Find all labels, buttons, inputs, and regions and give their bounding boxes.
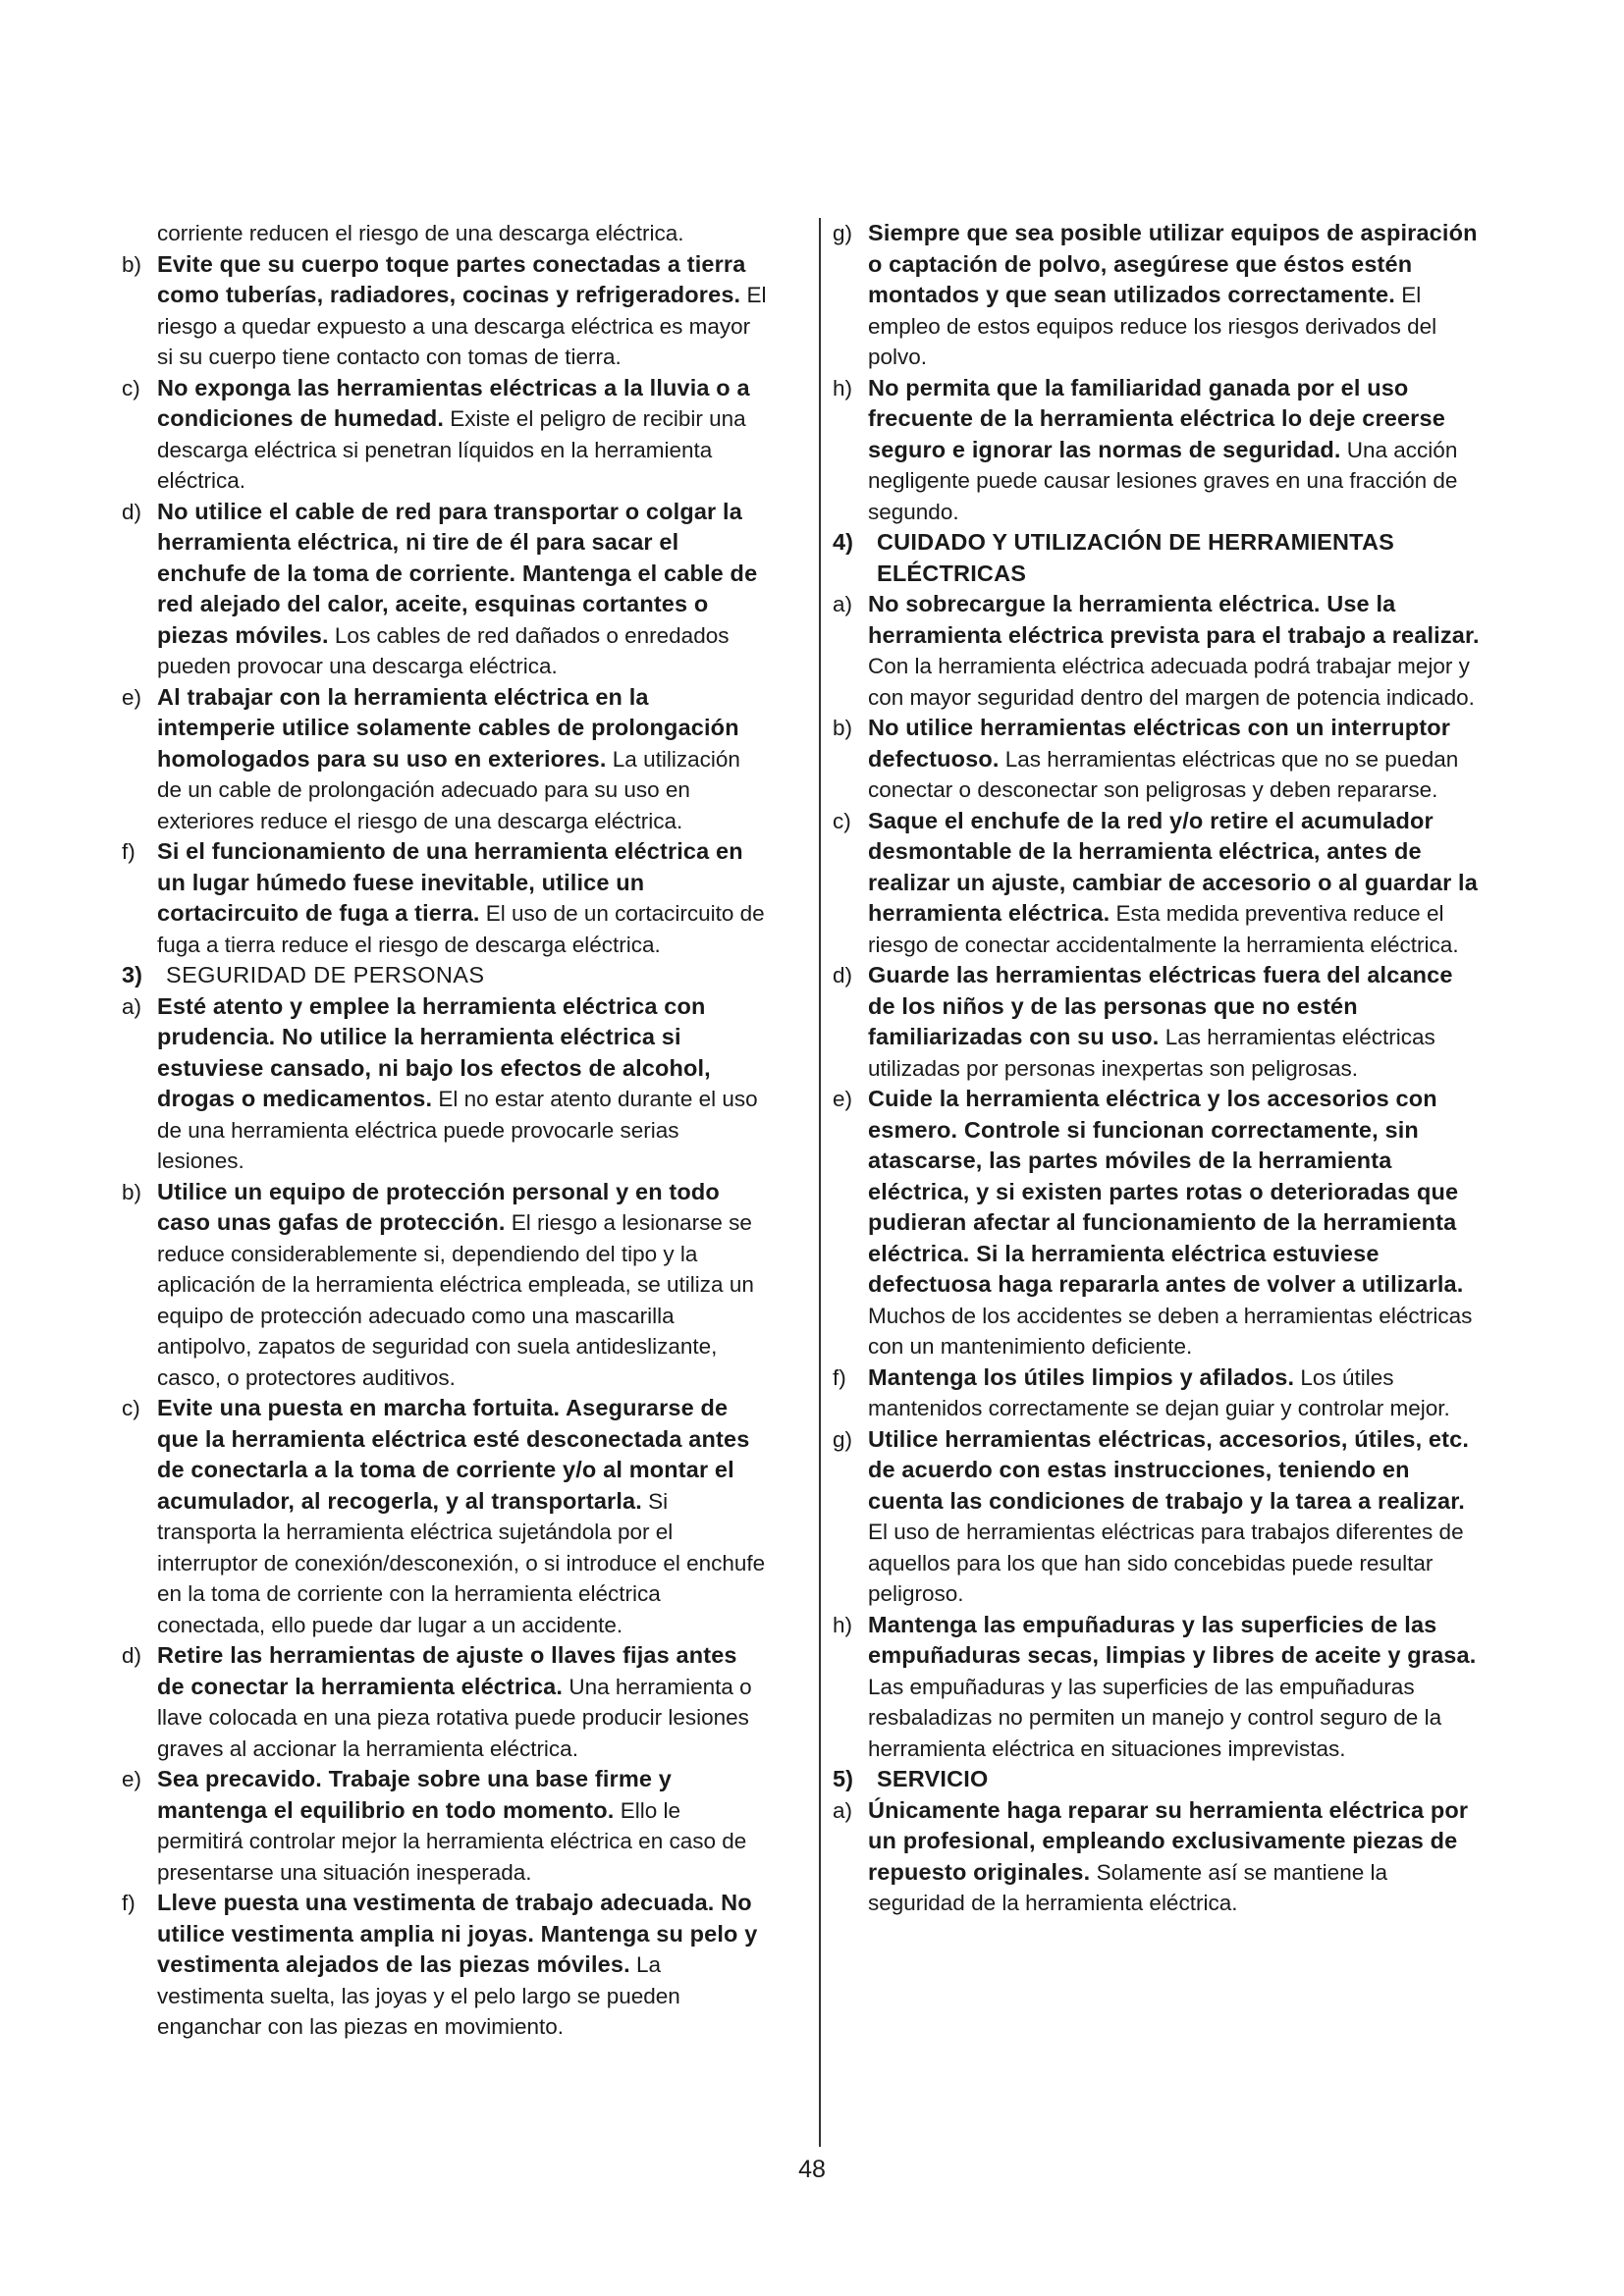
continuation-text: corriente reducen el riesgo de una descarga eléctrica.	[157, 221, 684, 245]
item-marker: d)	[122, 499, 142, 524]
item-body	[868, 1424, 1481, 1610]
item-explanation: La vestimenta suelta, las joyas y el pelo largo se pueden enganchar con las piezas en movimiento.	[157, 1952, 680, 2039]
item-body	[157, 991, 770, 1177]
section-number: 5)	[833, 1766, 853, 1791]
item-body	[868, 1795, 1481, 1919]
item-body	[868, 1362, 1481, 1424]
section-heading	[122, 960, 770, 991]
item-instruction: Sea precavido. Trabaje sobre una base firme y mantenga el equilibrio en todo momento.	[157, 1766, 672, 1823]
item-instruction: No exponga las herramientas eléctricas a la lluvia o a condiciones de humedad.	[157, 374, 750, 431]
item-instruction: Evite que su cuerpo toque partes conectadas a tierra como tuberías, radiadores, cocinas y refrigeradores.	[157, 250, 746, 307]
item-explanation: Las empuñaduras y las superficies de las empuñaduras resbaladizas no permiten un manejo y control seguro de la herramienta eléctrica en situaciones imprevistas.	[868, 1674, 1442, 1761]
safety-instruction	[833, 1610, 1481, 1765]
item-marker: h)	[833, 1612, 853, 1637]
item-instruction: No permita que la familiaridad ganada por el uso frecuente de la herramienta eléctrica lo deje creerse seguro e ignorar las normas de seguridad.	[868, 374, 1445, 462]
item-body	[157, 682, 770, 837]
item-marker: f)	[833, 1364, 846, 1390]
item-instruction: Guarde las herramientas eléctricas fuera del alcance de los niños y de las personas que no estén familiarizadas con su uso.	[868, 962, 1453, 1049]
item-body	[868, 806, 1481, 961]
item-explanation: Solamente así se mantiene la seguridad de la herramienta eléctrica.	[868, 1859, 1387, 1915]
item-body	[868, 1610, 1481, 1765]
item-explanation: Si transporta la herramienta eléctrica sujetándola por el interruptor de conexión/desconexión, o si introduce el enchufe en la toma de corriente con la herramienta eléctrica conectada, ello puede dar lugar a un accidente.	[157, 1488, 766, 1637]
left-column	[122, 218, 770, 2043]
item-marker: a)	[122, 993, 142, 1019]
item-instruction: No utilice herramientas eléctricas con un interruptor defectuoso.	[868, 715, 1450, 772]
safety-instruction	[122, 497, 770, 682]
safety-instruction	[833, 960, 1481, 1084]
item-instruction: Cuide la herramienta eléctrica y los accesorios con esmero. Controle si funcionan correctamente, sin atascarse, las partes móviles de la herramienta eléctrica, y si existen partes rotas o deterioradas que pudieran afectar al funcionamiento de la herramienta eléctrica. Si la herramienta eléctrica estuviese defectuosa haga repararla antes de volver a utilizarla.	[868, 1086, 1464, 1297]
section-title: CUIDADO Y UTILIZACIÓN DE HERRAMIENTAS ELÉCTRICAS	[877, 529, 1395, 586]
item-marker: f)	[122, 839, 135, 864]
item-marker: e)	[122, 684, 142, 710]
item-marker: d)	[122, 1643, 142, 1668]
item-instruction: Utilice herramientas eléctricas, accesorios, útiles, etc. de acuerdo con estas instrucciones, teniendo en cuenta las condiciones de trabajo y la tarea a realizar.	[868, 1425, 1470, 1514]
item-explanation: Existe el peligro de recibir una descarga eléctrica si penetran líquidos en la herramienta eléctrica.	[157, 406, 746, 493]
item-body	[157, 1177, 770, 1394]
item-body	[868, 960, 1481, 1084]
safety-instruction	[833, 218, 1481, 373]
item-instruction: Mantenga las empuñaduras y las superficies de las empuñaduras secas, limpias y libres de aceite y grasa.	[868, 1611, 1477, 1668]
safety-instruction	[122, 249, 770, 373]
page-number: 48	[798, 2156, 826, 2183]
item-marker: g)	[833, 1426, 853, 1452]
item-marker: h)	[833, 375, 853, 400]
safety-instruction	[833, 806, 1481, 961]
item-explanation: Esta medida preventiva reduce el riesgo de conectar accidentalmente la herramienta eléctrica.	[868, 901, 1459, 957]
item-body	[157, 1764, 770, 1888]
item-marker: f)	[122, 1891, 135, 1915]
item-body	[157, 1393, 770, 1640]
item-instruction: Lleve puesta una vestimenta de trabajo adecuada. No utilice vestimenta amplia ni joyas. Mantenga su pelo y vestimenta alejados de las piezas móviles.	[157, 1890, 758, 1977]
item-marker: a)	[833, 592, 853, 616]
item-body	[157, 497, 770, 682]
safety-instruction	[122, 1177, 770, 1394]
item-explanation: La utilización de un cable de prolongación adecuado para su uso en exteriores reduce el riesgo de una descarga eléctrica.	[157, 746, 740, 833]
item-instruction: Mantenga los útiles limpios y afilados.	[868, 1363, 1295, 1390]
item-instruction: Únicamente haga reparar su herramienta eléctrica por un profesional, empleando exclusivamente piezas de repuesto originales.	[868, 1796, 1469, 1885]
item-explanation: Los útiles mantenidos correctamente se dejan guiar y controlar mejor.	[868, 1364, 1450, 1420]
item-marker: c)	[122, 375, 140, 400]
item-explanation: El uso de herramientas eléctricas para trabajos diferentes de aquellos para los que han sido concebidas puede resultar peligroso.	[868, 1520, 1464, 1606]
safety-instruction	[833, 589, 1481, 713]
item-marker: g)	[833, 221, 853, 245]
safety-instruction	[833, 373, 1481, 528]
item-explanation: Una herramienta o llave colocada en una pieza rotativa puede producir lesiones graves al accionar la herramienta eléctrica.	[157, 1674, 752, 1761]
safety-instruction	[122, 1888, 770, 2043]
safety-instruction	[122, 1393, 770, 1640]
item-body	[157, 373, 770, 497]
safety-instruction	[833, 1084, 1481, 1362]
item-explanation: El empleo de estos equipos reduce los riesgos derivados del polvo.	[868, 283, 1437, 369]
item-marker: b)	[833, 716, 853, 740]
item-explanation: Los cables de red dañados o enredados pueden provocar una descarga eléctrica.	[157, 622, 730, 678]
item-body	[157, 1888, 770, 2043]
item-instruction: Siempre que sea posible utilizar equipos de aspiración o captación de polvo, asegúrese que éstos estén montados y que sean utilizados correctamente.	[868, 220, 1478, 307]
safety-instruction	[833, 713, 1481, 806]
safety-instruction	[122, 1640, 770, 1764]
column-divider	[819, 218, 821, 2147]
item-body	[868, 218, 1481, 373]
item-instruction: Evite una puesta en marcha fortuita. Asegurarse de que la herramienta eléctrica esté desconectada antes de conectarla a la toma de corriente y/o al montar el acumulador, al recogerla, y al transportarla.	[157, 1395, 750, 1514]
item-body	[868, 713, 1481, 806]
item-explanation: Muchos de los accidentes se deben a herramientas eléctricas con un mantenimiento deficiente.	[868, 1303, 1473, 1359]
item-body	[157, 249, 770, 373]
item-marker: b)	[122, 251, 142, 277]
item-instruction: Utilice un equipo de protección personal y en todo caso unas gafas de protección.	[157, 1178, 720, 1235]
right-column	[833, 218, 1481, 1919]
item-marker: e)	[122, 1767, 142, 1791]
item-marker: d)	[833, 963, 853, 988]
item-marker: a)	[833, 1797, 853, 1823]
item-body	[157, 836, 770, 960]
item-explanation: El riesgo a lesionarse se reduce considerablemente si, dependiendo del tipo y la aplicación de la herramienta eléctrica empleada, se utiliza un equipo de protección adecuado como una mascarilla antipolvo, zapatos de seguridad con suela antideslizante, casco, o protectores auditivos.	[157, 1210, 754, 1390]
safety-instruction	[833, 1795, 1481, 1919]
item-marker: c)	[833, 808, 851, 833]
safety-instruction	[122, 836, 770, 960]
safety-instruction	[122, 682, 770, 837]
item-explanation: Ello le permitirá controlar mejor la herramienta eléctrica en caso de presentarse una situación inesperada.	[157, 1797, 747, 1885]
item-instruction: No utilice el cable de red para transportar o colgar la herramienta eléctrica, ni tire de él para sacar el enchufe de la toma de corriente. Mantenga el cable de red alejado del calor, aceite, esquinas cortantes o piezas móviles.	[157, 498, 758, 648]
item-instruction: No sobrecargue la herramienta eléctrica. Use la herramienta eléctrica prevista para el trabajo a realizar.	[868, 591, 1480, 648]
item-explanation: El uso de un cortacircuito de fuga a tierra reduce el riesgo de descarga eléctrica.	[157, 901, 765, 957]
section-title: SEGURIDAD DE PERSONAS	[166, 962, 485, 988]
section-number: 3)	[122, 962, 142, 988]
section-title: SERVICIO	[877, 1766, 989, 1791]
item-marker: c)	[122, 1396, 140, 1420]
safety-instruction	[122, 1764, 770, 1888]
item-instruction: Esté atento y emplee la herramienta eléctrica con prudencia. No utilice la herramienta eléctrica si estuviese cansado, ni bajo los efectos de alcohol, drogas o medicamentos.	[157, 992, 711, 1111]
item-instruction: Si el funcionamiento de una herramienta eléctrica en un lugar húmedo fuese inevitable, utilice un cortacircuito de fuga a tierra.	[157, 838, 743, 926]
safety-instruction	[122, 373, 770, 497]
section-heading	[833, 1764, 1481, 1795]
item-explanation: Las herramientas eléctricas que no se puedan conectar o desconectar son peligrosas y deben repararse.	[868, 746, 1459, 802]
safety-instruction	[833, 1362, 1481, 1424]
section-number: 4)	[833, 529, 853, 555]
item-marker: b)	[122, 1179, 142, 1204]
item-body	[868, 589, 1481, 713]
item-body	[868, 1084, 1481, 1362]
item-instruction: Retire las herramientas de ajuste o llaves fijas antes de conectar la herramienta eléctrica.	[157, 1642, 737, 1699]
item-body	[157, 1640, 770, 1764]
section-heading	[833, 527, 1481, 589]
item-explanation: El riesgo a quedar expuesto a una descarga eléctrica es mayor si su cuerpo tiene contacto con tomas de tierra.	[157, 283, 767, 369]
item-explanation: Las herramientas eléctricas utilizadas por personas inexpertas son peligrosas.	[868, 1025, 1435, 1081]
item-marker: e)	[833, 1087, 853, 1111]
item-explanation: El no estar atento durante el uso de una herramienta eléctrica puede provocarle serias lesiones.	[157, 1087, 758, 1173]
safety-instruction	[122, 991, 770, 1177]
item-explanation: Una acción negligente puede causar lesiones graves en una fracción de segundo.	[868, 437, 1458, 524]
item-body	[868, 373, 1481, 528]
item-instruction: Saque el enchufe de la red y/o retire el acumulador desmontable de la herramienta eléctrica, antes de realizar un ajuste, cambiar de accesorio o al guardar la herramienta eléctrica.	[868, 807, 1478, 926]
item-explanation: Con la herramienta eléctrica adecuada podrá trabajar mejor y con mayor seguridad dentro del margen de potencia indicado.	[868, 654, 1475, 710]
safety-instruction	[833, 1424, 1481, 1610]
item-instruction: Al trabajar con la herramienta eléctrica en la intemperie utilice solamente cables de prolongación homologados para su uso en exteriores.	[157, 683, 739, 772]
